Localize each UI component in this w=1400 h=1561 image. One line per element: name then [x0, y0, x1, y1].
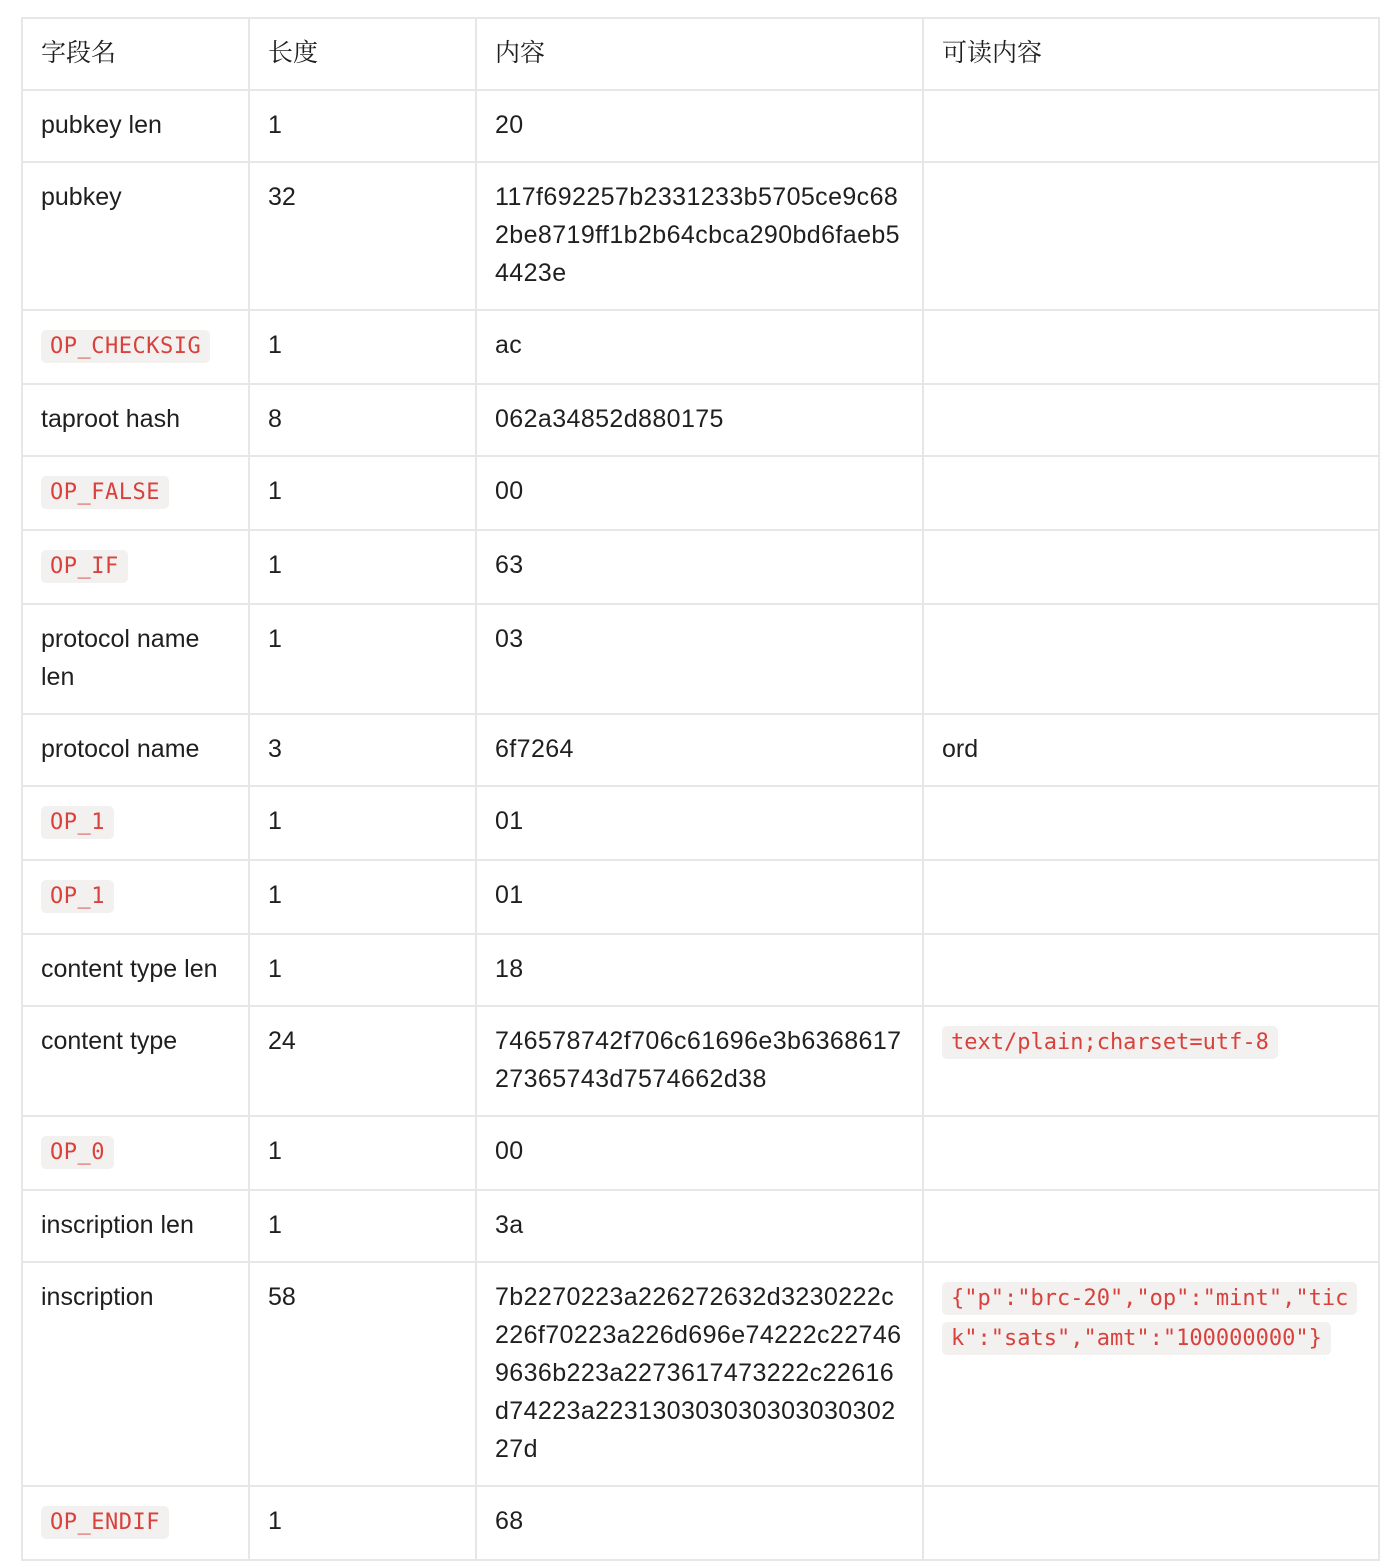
readable-text: ord: [942, 735, 979, 763]
field-name-cell: [22, 384, 249, 456]
hex-content: 00: [495, 1137, 524, 1165]
field-name-cell: [22, 1006, 249, 1116]
table-header-row: [22, 18, 1379, 90]
readable-cell: [923, 456, 1379, 530]
content-cell: [476, 456, 923, 530]
table-row: [22, 456, 1379, 530]
table-row: [22, 384, 1379, 456]
readable-cell: [923, 90, 1379, 162]
length-cell: [249, 1116, 476, 1190]
readable-cell: [923, 1190, 1379, 1262]
length-cell: [249, 1190, 476, 1262]
table-row: [22, 786, 1379, 860]
field-name: pubkey: [41, 183, 122, 211]
field-name-cell: [22, 934, 249, 1006]
readable-cell: [923, 1006, 1379, 1116]
length-cell: [249, 1006, 476, 1116]
table-row: [22, 1190, 1379, 1262]
readable-cell: [923, 162, 1379, 310]
field-name-cell: [22, 860, 249, 934]
length-value: 3: [268, 735, 282, 763]
field-name-cell: [22, 90, 249, 162]
field-name: pubkey len: [41, 111, 162, 139]
table-row: [22, 714, 1379, 786]
opcode-code: OP_CHECKSIG: [41, 330, 210, 363]
length-value: 8: [268, 405, 282, 433]
table-row: [22, 1116, 1379, 1190]
field-name-cell: [22, 530, 249, 604]
length-value: 1: [268, 331, 282, 359]
opcode-code: OP_ENDIF: [41, 1506, 169, 1539]
opcode-code: OP_FALSE: [41, 476, 169, 509]
length-value: 1: [268, 1211, 282, 1239]
hex-content: 3a: [495, 1211, 524, 1239]
length-value: 1: [268, 625, 282, 653]
readable-code: {"p":"brc-20","op":"mint","tick":"sats","amt":"100000000"}: [942, 1282, 1357, 1355]
length-cell: [249, 90, 476, 162]
table-row: [22, 1006, 1379, 1116]
hex-content: 03: [495, 625, 524, 653]
readable-cell: [923, 714, 1379, 786]
script-field-table: [21, 17, 1380, 1561]
hex-content: 01: [495, 807, 524, 835]
readable-cell: [923, 1486, 1379, 1560]
table-row: [22, 162, 1379, 310]
length-cell: [249, 714, 476, 786]
length-value: 32: [268, 183, 296, 211]
length-cell: [249, 860, 476, 934]
field-name-cell: [22, 714, 249, 786]
readable-cell: [923, 860, 1379, 934]
length-cell: [249, 162, 476, 310]
length-value: 58: [268, 1283, 296, 1311]
content-cell: [476, 530, 923, 604]
hex-content: 746578742f706c61696e3b636861727365743d7574662d38: [495, 1027, 902, 1093]
length-cell: [249, 786, 476, 860]
field-name-cell: [22, 1486, 249, 1560]
length-value: 1: [268, 807, 282, 835]
length-cell: [249, 934, 476, 1006]
header-field-name: 字段名: [22, 18, 249, 90]
length-value: 1: [268, 955, 282, 983]
table-row: [22, 530, 1379, 604]
hex-content: 20: [495, 111, 524, 139]
table-row: [22, 310, 1379, 384]
hex-content: 6f7264: [495, 735, 574, 763]
content-cell: [476, 860, 923, 934]
readable-cell: [923, 786, 1379, 860]
content-cell: [476, 1486, 923, 1560]
length-value: 1: [268, 1507, 282, 1535]
field-name: inscription: [41, 1283, 154, 1311]
field-name: protocol name: [41, 735, 200, 763]
readable-code: text/plain;charset=utf-8: [942, 1026, 1278, 1059]
length-cell: [249, 384, 476, 456]
readable-cell: [923, 1262, 1379, 1486]
hex-content: 117f692257b2331233b5705ce9c682be8719ff1b2b64cbca290bd6faeb54423e: [495, 183, 900, 287]
content-cell: [476, 1190, 923, 1262]
content-cell: [476, 310, 923, 384]
field-name-cell: [22, 1190, 249, 1262]
hex-content: 01: [495, 881, 524, 909]
readable-cell: [923, 310, 1379, 384]
length-cell: [249, 456, 476, 530]
hex-content: ac: [495, 331, 523, 359]
length-cell: [249, 604, 476, 714]
opcode-code: OP_0: [41, 1136, 114, 1169]
length-value: 1: [268, 551, 282, 579]
length-value: 24: [268, 1027, 296, 1055]
hex-content: 68: [495, 1507, 524, 1535]
length-value: 1: [268, 111, 282, 139]
table-row: [22, 604, 1379, 714]
content-cell: [476, 934, 923, 1006]
field-name: protocol name len: [41, 625, 200, 691]
content-cell: [476, 1116, 923, 1190]
table-row: [22, 860, 1379, 934]
header-length: 长度: [249, 18, 476, 90]
opcode-code: OP_IF: [41, 550, 128, 583]
length-cell: [249, 310, 476, 384]
field-name-cell: [22, 456, 249, 530]
table-row: [22, 1262, 1379, 1486]
content-cell: [476, 90, 923, 162]
header-readable-content: 可读内容: [923, 18, 1379, 90]
length-value: 1: [268, 1137, 282, 1165]
readable-cell: [923, 384, 1379, 456]
table-row: [22, 1486, 1379, 1560]
field-name-cell: [22, 604, 249, 714]
content-cell: [476, 604, 923, 714]
content-cell: [476, 384, 923, 456]
hex-content: 062a34852d880175: [495, 405, 724, 433]
field-name-cell: [22, 162, 249, 310]
field-name: content type len: [41, 955, 218, 983]
length-value: 1: [268, 881, 282, 909]
hex-content: 7b2270223a226272632d3230222c226f70223a226d696e74222c227469636b223a2273617473222c22616d74223a22313030303030303030227d: [495, 1283, 902, 1463]
field-name: inscription len: [41, 1211, 194, 1239]
table-row: [22, 934, 1379, 1006]
header-content: 内容: [476, 18, 923, 90]
readable-cell: [923, 530, 1379, 604]
readable-cell: [923, 1116, 1379, 1190]
content-cell: [476, 1262, 923, 1486]
opcode-code: OP_1: [41, 880, 114, 913]
length-cell: [249, 1262, 476, 1486]
readable-cell: [923, 604, 1379, 714]
field-name-cell: [22, 310, 249, 384]
field-name-cell: [22, 1116, 249, 1190]
length-cell: [249, 530, 476, 604]
length-value: 1: [268, 477, 282, 505]
hex-content: 63: [495, 551, 524, 579]
content-cell: [476, 714, 923, 786]
script-field-table-container: [21, 17, 1378, 1561]
readable-cell: [923, 934, 1379, 1006]
field-name: content type: [41, 1027, 178, 1055]
table-row: [22, 90, 1379, 162]
content-cell: [476, 1006, 923, 1116]
hex-content: 00: [495, 477, 524, 505]
content-cell: [476, 786, 923, 860]
hex-content: 18: [495, 955, 524, 983]
opcode-code: OP_1: [41, 806, 114, 839]
field-name-cell: [22, 1262, 249, 1486]
field-name-cell: [22, 786, 249, 860]
content-cell: [476, 162, 923, 310]
length-cell: [249, 1486, 476, 1560]
field-name: taproot hash: [41, 405, 180, 433]
